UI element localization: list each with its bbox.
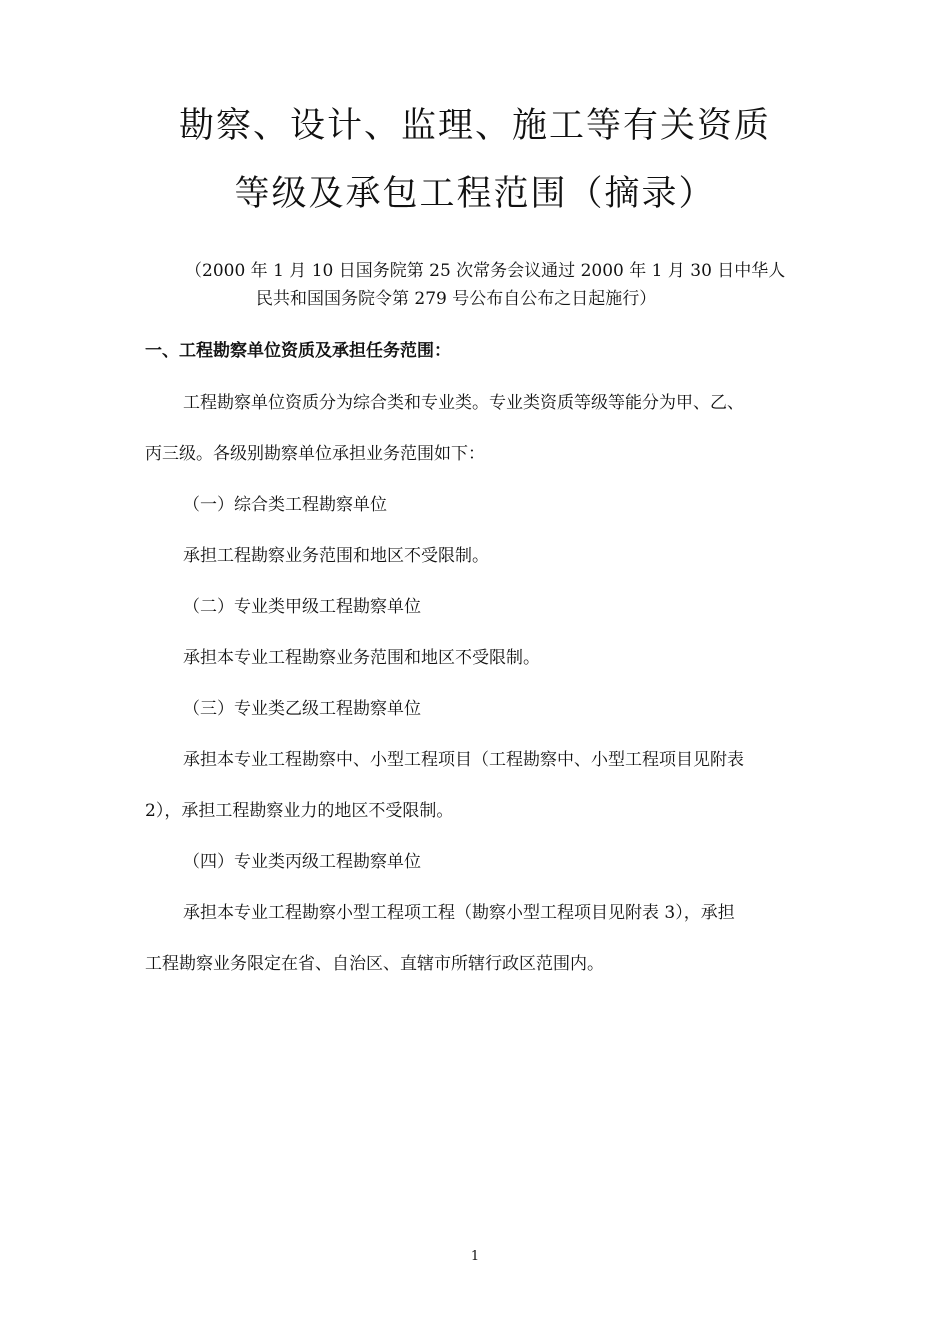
item-2-body: 承担本专业工程勘察业务范围和地区不受限制。 — [183, 648, 540, 668]
item-4-heading: （四）专业类丙级工程勘察单位 — [183, 852, 421, 872]
item-3-body-line-2: 2），承担工程勘察业力的地区不受限制。 — [145, 801, 454, 821]
intro-paragraph-line-2: 丙三级。各级别勘察单位承担业务范围如下： — [145, 444, 485, 464]
document-title-line-2: 等级及承包工程范围（摘录） — [234, 174, 716, 214]
enactment-note-line-2: 民共和国国务院令第 279 号公布自公布之日起施行） — [256, 289, 657, 309]
item-1-heading: （一）综合类工程勘察单位 — [183, 495, 387, 515]
page-number: 1 — [470, 1249, 480, 1264]
item-4-body-line-1: 承担本专业工程勘察小型工程项工程（勘察小型工程项目见附表 3），承担 — [183, 903, 735, 923]
item-3-heading: （三）专业类乙级工程勘察单位 — [183, 699, 421, 719]
item-2-heading: （二）专业类甲级工程勘察单位 — [183, 597, 421, 617]
document-title-line-1: 勘察、设计、监理、施工等有关资质 — [178, 106, 771, 146]
item-4-body-line-2: 工程勘察业务限定在省、自治区、直辖市所辖行政区范围内。 — [145, 954, 604, 974]
item-3-body-line-1: 承担本专业工程勘察中、小型工程项目（工程勘察中、小型工程项目见附表 — [183, 750, 744, 770]
enactment-note-line-1: （2000 年 1 月 10 日国务院第 25 次常务会议通过 2000 年 1 月 30 日中华人 — [185, 261, 786, 281]
intro-paragraph-line-1: 工程勘察单位资质分为综合类和专业类。专业类资质等级等能分为甲、乙、 — [183, 393, 744, 413]
section-heading: 一、工程勘察单位资质及承担任务范围： — [145, 341, 451, 361]
item-1-body: 承担工程勘察业务范围和地区不受限制。 — [183, 546, 489, 566]
